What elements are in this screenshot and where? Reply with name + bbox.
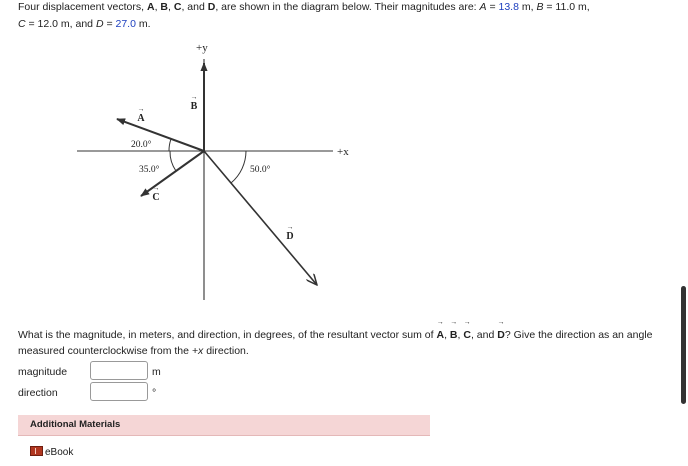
problem-statement: Four displacement vectors, → A, → B, → C, and → D, are shown in the diagram below. Their magnitudes are: A = 13.8 m, B = 11.0 m, C = 12.0 m, and D = 27.0 m. [18, 0, 668, 33]
svg-text:B: B [190, 101, 198, 112]
ebook-link[interactable] [30, 446, 73, 458]
angle-a-arc [169, 139, 171, 151]
angle-d-label: 50.0° [250, 165, 271, 175]
ebook-label: eBook [45, 447, 74, 458]
vector-d-symbol: → D [208, 0, 216, 16]
direction-unit: ° [152, 387, 157, 399]
vector-a-label [137, 106, 145, 124]
direction-label: direction [18, 387, 58, 399]
x-axis-label: +x [337, 146, 349, 158]
svg-text:→: → [286, 224, 294, 231]
y-axis-label: +y [196, 42, 208, 54]
additional-materials-header [18, 415, 430, 436]
magnitude-input[interactable] [90, 361, 148, 380]
angle-a-label: 20.0° [131, 140, 152, 150]
vector-c-label [152, 185, 159, 203]
question-text: What is the magnitude, in meters, and direction, in degrees, of the resultant vector sum of → A, → B, → C, and → D? Give the direction as an angle measured counterclockwise from the +x direction. [18, 327, 668, 359]
direction-input[interactable] [90, 382, 148, 401]
magnitude-label: magnitude [18, 366, 68, 378]
svg-text:→: → [190, 94, 198, 101]
magnitude-unit: m [152, 366, 161, 378]
angle-c-label: 35.0° [139, 165, 160, 175]
book-icon [30, 446, 43, 456]
vector-b-label [191, 94, 198, 112]
svg-text:→: → [137, 106, 145, 113]
magnitude-d-value: 27.0 [115, 18, 136, 30]
vector-a-symbol: → A [147, 0, 155, 16]
svg-text:→: → [152, 185, 160, 192]
svg-text:D: D [286, 231, 294, 242]
angle-c-arc [170, 151, 176, 171]
magnitude-a-value: 13.8 [498, 1, 519, 13]
angle-d-arc [231, 151, 246, 183]
vector-b-symbol: → B [160, 0, 168, 16]
svg-text:C: C [152, 192, 160, 203]
additional-materials-title: Additional Materials [30, 419, 121, 430]
vector-c-symbol: → C [174, 0, 182, 16]
vector-d-label [286, 224, 293, 242]
svg-text:A: A [137, 113, 145, 124]
